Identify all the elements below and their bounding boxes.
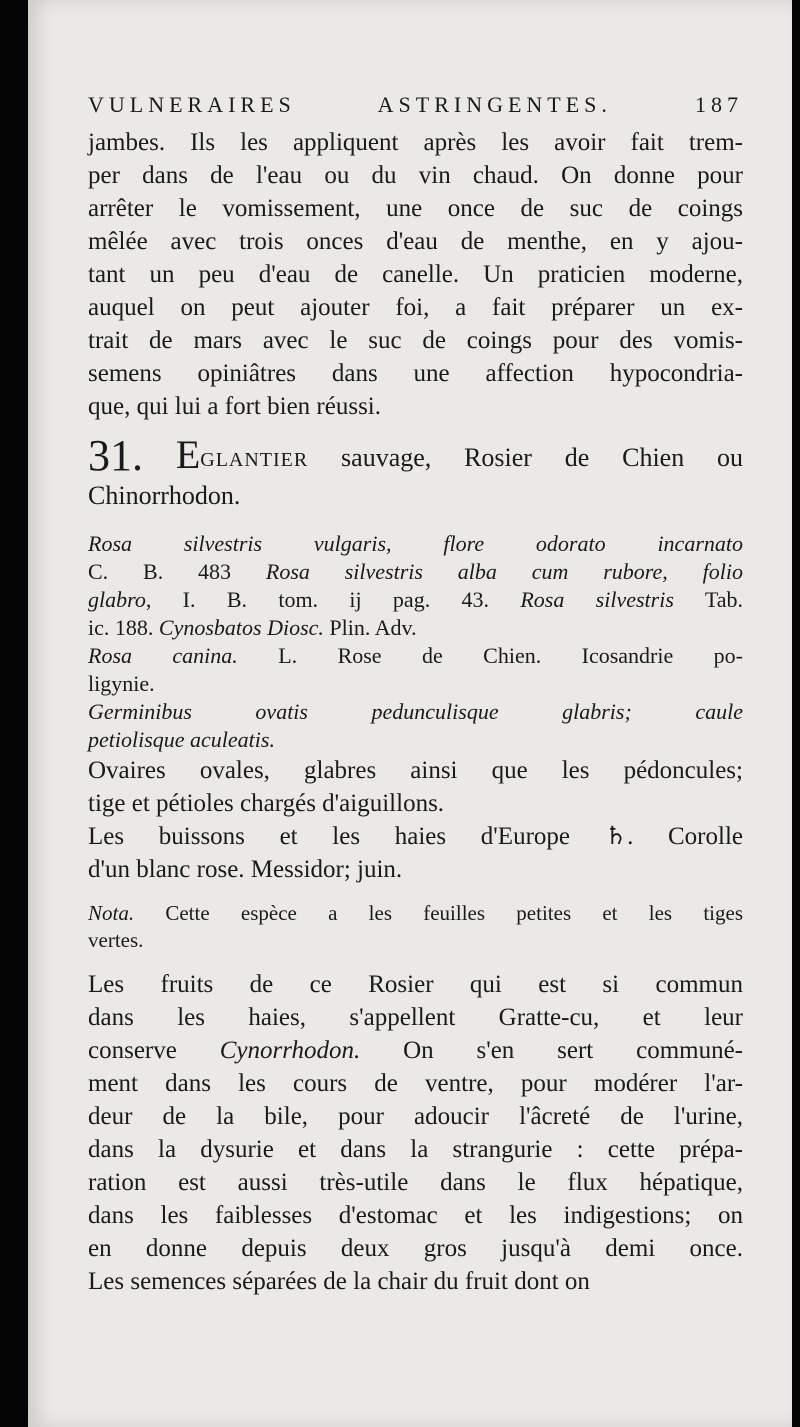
roman-text: On s'en sert communé- [360, 1037, 744, 1064]
entry-initial: E [175, 432, 201, 477]
text-line: tige et pétioles chargés d'aiguillons. [88, 790, 445, 817]
entry-heading-line-2: Chinorrhodon. [88, 481, 241, 510]
paragraph-2 [88, 968, 743, 1298]
text-line [88, 642, 743, 670]
nota-line [88, 900, 743, 927]
page-text [88, 92, 743, 1298]
roman-text: dans la dysurie et dans la strangurie : cette prépa- [88, 1136, 743, 1163]
text-line: Les buissons et les haies d'Europe ♄. Corolle [88, 823, 743, 850]
italic-text: petiolisque aculeatis. [88, 727, 275, 752]
nota-block [88, 900, 743, 954]
text-line [88, 1265, 743, 1298]
running-title: VULNERAIRES ASTRINGENTES. [88, 92, 612, 117]
text-line [88, 1100, 743, 1133]
running-header [88, 92, 743, 118]
roman-text: Les semences séparées de la chair du fruit dont on [88, 1268, 590, 1295]
roman-text: ligynie. [88, 671, 155, 696]
roman-text: L. Rose de Chien. Icosandrie po- [237, 643, 743, 668]
text-line [88, 1034, 743, 1067]
text-line: d'un blanc rose. Messidor; juin. [88, 856, 403, 883]
entry-title-rest: sauvage, Rosier de Chien ou [308, 443, 744, 472]
roman-text: C. B. 483 [88, 559, 266, 584]
roman-text: , I. B. tom. ij pag. 43. [145, 587, 521, 612]
roman-text: ic. 188. [88, 615, 159, 640]
entry-heading-line [88, 431, 744, 480]
text-line: mêlée avec trois onces d'eau de menthe, en y ajou- [88, 228, 743, 255]
italic-text: Cynorrhodon. [219, 1037, 361, 1064]
text-line [88, 670, 743, 698]
italic-text: Cynosbatos Diosc. [158, 615, 324, 640]
italic-text: Rosa silvestris vulgaris, flore odorato incarnato [88, 531, 743, 556]
roman-text: deur de la bile, pour adoucir l'âcreté de l'urine, [88, 1103, 743, 1130]
roman-text: en donne depuis deux gros jusqu'à demi once. [88, 1235, 743, 1262]
roman-text: ration est aussi très-utile dans le flux hépatique, [88, 1169, 743, 1196]
text-line: auquel on peut ajouter foi, a fait préparer un ex- [88, 294, 743, 321]
text-line: que, qui lui a fort bien réussi. [88, 393, 381, 420]
text-line [88, 1001, 743, 1034]
italic-text: Rosa silvestris [520, 587, 674, 612]
text-line [88, 1199, 743, 1232]
roman-text: ment dans les cours de ventre, pour modérer l'ar- [88, 1070, 743, 1097]
text-line: Ovaires ovales, glabres ainsi que les pédoncules; [88, 757, 743, 784]
text-line [88, 586, 743, 614]
roman-text: dans les haies, s'appellent Gratte-cu, et leur [88, 1004, 743, 1031]
italic-text: glabro [88, 587, 146, 612]
description-block [88, 754, 743, 886]
entry-heading [88, 431, 744, 514]
text-line [88, 614, 743, 642]
roman-text: conserve [88, 1037, 220, 1064]
text-line [88, 698, 743, 726]
text-line [88, 1133, 743, 1166]
text-line [88, 530, 743, 558]
roman-text: dans les faiblesses d'estomac et les indigestions; on [88, 1202, 743, 1229]
entry-smallcaps: GLANTIER [200, 449, 309, 471]
italic-text: Rosa silvestris alba cum rubore, folio [265, 559, 743, 584]
nota-label: Nota. [88, 901, 135, 925]
nota-line-2: vertes. [88, 928, 144, 952]
text-line [88, 1067, 743, 1100]
text-line [88, 1166, 743, 1199]
paragraph-1 [88, 126, 743, 423]
text-line: semens opiniâtres dans une affection hypocondria- [88, 360, 743, 387]
book-page [28, 0, 792, 1427]
text-line: tant un peu d'eau de canelle. Un praticien moderne, [88, 261, 743, 288]
text-line [88, 968, 743, 1001]
text-line: trait de mars avec le suc de coings pour des vomis- [88, 327, 743, 354]
roman-text: Les fruits de ce Rosier qui est si commun [88, 971, 743, 998]
text-line [88, 726, 743, 754]
text-line: arrêter le vomissement, une once de suc de coings [88, 195, 743, 222]
text-line: per dans de l'eau ou du vin chaud. On donne pour [88, 162, 743, 189]
italic-text: Germinibus ovatis pedunculisque glabris; caule [88, 699, 743, 724]
entry-number: 31. [88, 431, 143, 480]
text-line [88, 558, 743, 586]
page-number: 187 [695, 92, 743, 117]
nota-text: Cette espèce a les feuilles petites et les tiges [134, 901, 743, 925]
text-line [88, 1232, 743, 1265]
italic-text: Rosa canina. [88, 643, 238, 668]
text-line: jambes. Ils les appliquent après les avoir fait trem- [88, 129, 743, 156]
synonyms-block [88, 530, 743, 754]
roman-text: Tab. [673, 587, 743, 612]
roman-text: Plin. Adv. [323, 615, 417, 640]
